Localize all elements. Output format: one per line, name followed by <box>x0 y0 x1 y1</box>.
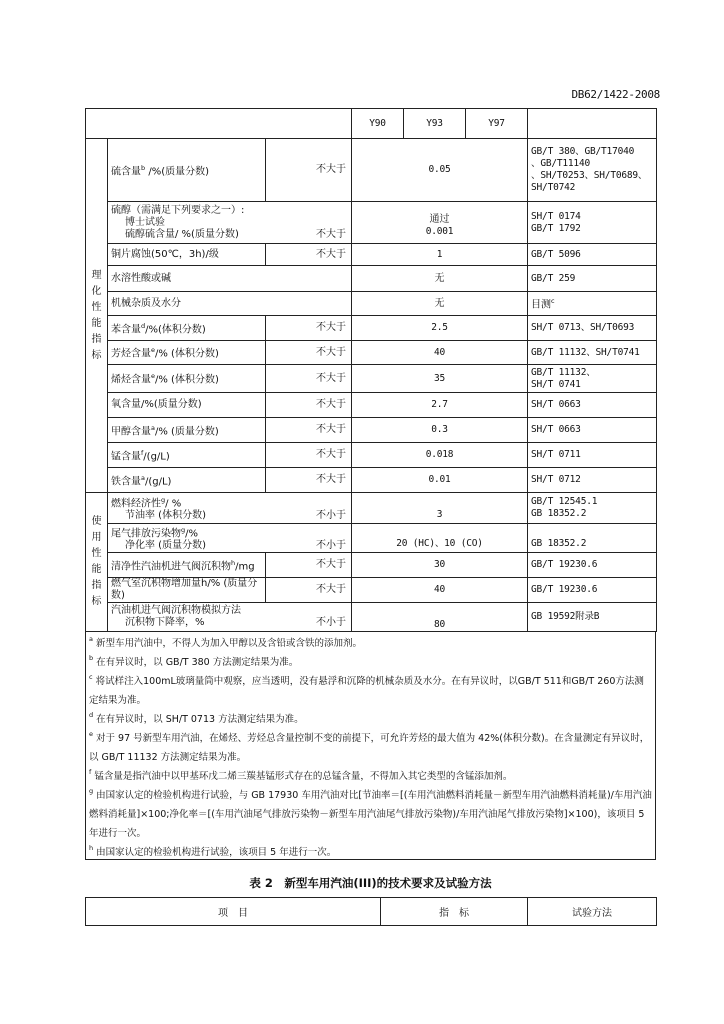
header-row <box>86 109 657 139</box>
category-char: 性 <box>91 301 102 313</box>
footnote: $^h$ 由国家认定的检验机构进行试验，该项目 5 年进行一次。 <box>89 844 337 858</box>
category-usage <box>86 493 108 632</box>
category-char: 能 <box>91 564 102 576</box>
row-oxygen: 氧含量/%(质量分数) 不大于 2.7 SH/T 0663 <box>86 393 657 418</box>
footnote: $^b$ 在有异议时，以 GB/T 380 方法测定结果为准。 <box>89 654 299 668</box>
table2-col-indicator: 指 标 <box>381 898 528 926</box>
row-fuel-economy: 使 用 性 能 指 标 燃料经济性$^g$/ % 节油率 (体积分数) 不小于 3 GB/T 12545.1 GB 18352.2 <box>86 493 657 524</box>
table2-col-item: 项 目 <box>86 898 381 926</box>
table2-caption: 表 2 新型车用汽油(III)的技术要求及试验方法 <box>249 876 492 890</box>
category-char: 标 <box>91 349 102 361</box>
row-intake-valve: 清净性汽油机进气阀沉积物$^h$/mg 不大于 30 GB/T 19230.6 <box>86 553 657 578</box>
footnote: $^g$ 由国家认定的检验机构进行试验，与 GB 17930 车用汽油对比[节油率＝[(车用汽油燃料消耗量－新型车用汽油燃料消耗量)/车用汽油燃料消耗量]×100;净化率＝[(车用汽油尾气排放污染物－新型车用汽油尾气排放污染物)/车用汽油尾气排放污染物]×100)，该项目 5 年进行一次。 <box>89 787 652 839</box>
category-char: 用 <box>91 532 102 544</box>
footnote: $^d$ 在有异议时，以 SH/T 0713 方法测定结果为准。 <box>89 711 304 725</box>
category-char: 指 <box>91 333 102 345</box>
row-impurities: 机械杂质及水分 无 目测$^c$ <box>86 292 657 316</box>
footnote: $^a$ 新型车用汽油中，不得人为加入甲醇以及含铅或含铁的添加剂。 <box>89 635 363 649</box>
category-char: 标 <box>91 596 102 608</box>
footnote: $^f$ 锰含量是指汽油中以甲基环戊二烯三羰基锰形式存在的总锰含量，不得加入其它类型的含锰添加剂。 <box>89 768 513 782</box>
row-manganese: 锰含量$^f$/(g/L) 不大于 0.018 SH/T 0711 <box>86 443 657 468</box>
category-char: 使 <box>91 516 102 528</box>
grade-y90: Y90 <box>352 109 404 139</box>
row-copper: 铜片腐蚀(50℃，3h)/级 不大于 1 GB/T 5096 <box>86 244 657 266</box>
category-char: 指 <box>91 580 102 592</box>
category-char: 化 <box>91 285 102 297</box>
row-olefins: 烯烃含量$^e$/% (体积分数) 不大于 35 GB/T 11132、 SH/T 0741 <box>86 365 657 393</box>
row-acid: 水溶性酸或碱 无 GB/T 259 <box>86 266 657 292</box>
category-char: 能 <box>91 317 102 329</box>
table2-col-method: 试验方法 <box>528 898 657 926</box>
category-char: 理 <box>91 269 102 281</box>
table2-header <box>85 897 657 926</box>
row-benzene: 苯含量$^d$/%(体积分数) 不大于 2.5 SH/T 0713、SH/T0693 <box>86 316 657 341</box>
row-iron: 铁含量$^a$/(g/L) 不大于 0.01 SH/T 0712 <box>86 468 657 493</box>
footnote: $^c$ 将试样注入100mL玻璃量筒中观察，应当透明，没有悬浮和沉降的机械杂质及水分。在有异议时，以GB/T 511和GB/T 260方法测定结果为准。 <box>89 673 644 706</box>
grade-y97: Y97 <box>466 109 528 139</box>
row-simulation: 汽油机进气阀沉积物模拟方法 沉积物下降率，% 不小于 80 GB 19592附录B <box>86 603 657 632</box>
document-number: DB62/1422-2008 <box>571 88 660 101</box>
row-emissions: 尾气排放污染物$^g$/% 净化率 (质量分数) 不小于 20 (HC)、10 (CO) GB 18352.2 <box>86 524 657 553</box>
footnotes <box>85 632 656 860</box>
category-physchem <box>86 139 108 493</box>
row-sulfur: 理 化 性 能 指 标 硫含量$^b$ /%(质量分数) 不大于 0.05 GB/T 380、GB/T17040 、GB/T11140 、SH/T0253、SH/T0689、 SH/T0742 <box>86 139 657 202</box>
spec-table <box>85 108 657 632</box>
footnote: $^e$ 对于 97 号新型车用汽油，在烯烃、芳烃总含量控制不变的前提下，可允许芳烃的最大值为 42%(体积分数)。在含量测定有异议时，以 GB/T 11132 方法测定结果为准。 <box>89 730 650 763</box>
category-char: 性 <box>91 548 102 560</box>
row-methanol: 甲醇含量$^a$/% (质量分数) 不大于 0.3 SH/T 0663 <box>86 418 657 443</box>
row-aromatics: 芳烃含量$^e$/% (体积分数) 不大于 40 GB/T 11132、SH/T0741 <box>86 341 657 365</box>
grade-y93: Y93 <box>404 109 466 139</box>
row-combustion-chamber: 燃气室沉积物增加量h/% (质量分数) 不大于 40 GB/T 19230.6 <box>86 578 657 603</box>
row-mercaptan: 硫醇（需满足下列要求之一）: 博士试验 硫醇硫含量/ %(质量分数) 不大于 通过 0.001 SH/T 0174 GB/T 1792 <box>86 202 657 244</box>
